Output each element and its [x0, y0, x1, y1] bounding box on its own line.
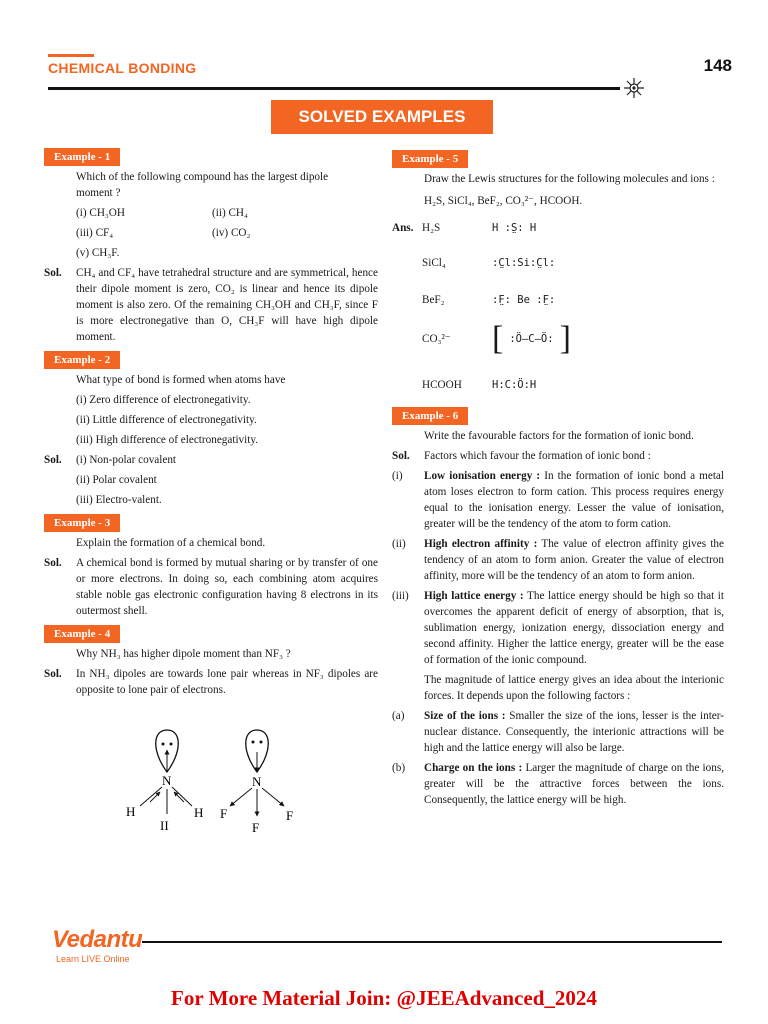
solved-examples-banner: SOLVED EXAMPLES: [271, 100, 493, 134]
subfactor-term: Size of the ions :: [424, 710, 506, 722]
option-item: (iv) CO₂: [212, 227, 251, 239]
ans-label: Ans.: [392, 222, 414, 234]
factor-num: (ii): [392, 538, 406, 550]
example-1-solution: [44, 265, 378, 345]
ornament-icon: [622, 76, 646, 100]
example-2-question: What type of bond is formed when atoms have: [76, 374, 286, 386]
nf3-n: N: [252, 774, 262, 789]
example-1-tag: Example - 1: [44, 148, 120, 166]
nh3-structure: [126, 730, 203, 833]
structure-formula: H :S̤: H: [492, 222, 537, 234]
lewis-structure: [392, 365, 724, 405]
structure-name: SiCl₄: [422, 257, 446, 269]
lewis-structure: [392, 287, 724, 313]
solution-text: A chemical bond is formed by mutual sharing or by transfer of one or more electrons. In doing so, each combining atom acquires stable noble gas electronic configuration having 8 electrons in its outermost shell.: [76, 557, 378, 617]
subfactor-text: Smaller the size of the ions, lesser is the inter-nuclear distance. Consequently, the interionic attractions will be high and the lattice energy will also be large.: [424, 710, 724, 754]
header-divider: [48, 87, 620, 90]
promo-link[interactable]: For More Material Join: @JEEAdvanced_2024: [171, 986, 597, 1010]
subfactor-text: Larger the magnitude of charge on the ions, greater will be the attractive forces between the ions. Consequently, the lattice energy will be high.: [424, 762, 725, 806]
factor-term: Low ionisation energy :: [424, 470, 541, 482]
sol-label: Sol.: [392, 450, 410, 462]
example-4-solution: [44, 666, 378, 698]
nh3-h-right: H: [194, 805, 204, 820]
structure-name: HCOOH: [422, 379, 462, 391]
example-4-question: Why NH₃ has higher dipole moment than NF₃ ?: [76, 648, 291, 660]
answer-item: (i) Non-polar covalent: [76, 454, 177, 466]
header-accent-bar: [48, 54, 94, 57]
answer-item: (iii) Electro-valent.: [76, 494, 162, 506]
left-column: [44, 146, 378, 702]
subfactor-item: [392, 708, 724, 756]
example-2-item: (ii) Little difference of electronegativity.: [76, 414, 257, 426]
example-3-solution: [44, 555, 378, 619]
structure-formula: :Ö—C—Ö:: [509, 333, 554, 345]
vedantu-logo: Vedantu: [52, 926, 143, 953]
nh3-h-bottom: II: [160, 818, 169, 833]
example-2-item: (i) Zero difference of electronegativity.: [76, 394, 251, 406]
example-3-tag: Example - 3: [44, 514, 120, 532]
factor-term: High electron affinity :: [424, 538, 538, 550]
lewis-structure: [392, 313, 724, 365]
example-1-question: Which of the following compound has the largest dipole moment ?: [76, 171, 329, 199]
example-4-tag: Example - 4: [44, 625, 120, 643]
structure-name: CO₃²⁻: [422, 333, 451, 345]
example-5-tag: Example - 5: [392, 150, 468, 168]
sol-label: Sol.: [44, 454, 62, 466]
lattice-note: The magnitude of lattice energy gives an idea about the interionic forces. It depends upon the following factors :: [424, 674, 724, 702]
factor-num: (i): [392, 470, 403, 482]
nh3-h-left: H: [126, 804, 136, 819]
page-number: 148: [703, 56, 732, 75]
solution-intro: Factors which favour the formation of ionic bond :: [424, 450, 651, 462]
dipole-diagram: [122, 722, 302, 842]
example-2-tag: Example - 2: [44, 351, 120, 369]
factor-num: (iii): [392, 590, 409, 602]
footer-divider: [142, 941, 722, 943]
subfactor-num: (b): [392, 762, 406, 774]
nf3-f-left: F: [220, 806, 228, 821]
section-title: CHEMICAL BONDING: [48, 60, 197, 76]
lewis-structure: [392, 217, 724, 239]
right-column: [392, 148, 724, 812]
answer-item: (ii) Polar covalent: [76, 474, 157, 486]
subfactor-num: (a): [392, 710, 405, 722]
sol-label: Sol.: [44, 267, 62, 279]
example-3-question: Explain the formation of a chemical bond.: [76, 537, 266, 549]
example-6-question: Write the favourable factors for the formation of ionic bond.: [424, 430, 694, 442]
structure-name: BeF₂: [422, 294, 445, 306]
factor-text: The lattice energy should be high so that it overcomes the apparent deficit of energy of absorption, that is, sublimation energy, ionization energy, dissociation energy and second affinity. Higher the lattice energy, greater will be the ease of formation of the ionic compound.: [424, 590, 724, 666]
factor-item: [392, 468, 724, 532]
example-1-options: [44, 205, 378, 261]
lewis-structure: [392, 239, 724, 287]
factor-item: [392, 588, 724, 668]
example-6-tag: Example - 6: [392, 407, 468, 425]
sol-label: Sol.: [44, 668, 62, 680]
factor-term: High lattice energy :: [424, 590, 524, 602]
option-item: (iii) CF₄: [76, 227, 114, 239]
structure-formula: :C̤l:Si:C̤l:: [492, 257, 556, 269]
example-5-question: Draw the Lewis structures for the following molecules and ions :: [424, 173, 715, 185]
structure-formula: :F̤: Be :F̤:: [492, 294, 556, 306]
solution-text: In NH₃ dipoles are towards lone pair whereas in NF₃ dipoles are opposite to lone pair of electrons.: [76, 668, 378, 696]
structure-formula: H:C:Ö:H: [492, 379, 537, 391]
option-item: (ii) CH₄: [212, 207, 248, 219]
bracket-left: [: [492, 320, 504, 357]
factor-item: [392, 536, 724, 584]
factor-text: The value of electron affinity gives the tendency of an atom to form anion. Greater the value of electron affinity, more will be the tendency of an atom to form anion.: [424, 538, 724, 582]
option-item: (i) CH₃OH: [76, 207, 125, 219]
nf3-f-right: F: [286, 808, 294, 823]
bracket-right: ]: [559, 320, 571, 357]
structure-name: H₂S: [422, 222, 441, 234]
sol-label: Sol.: [44, 557, 62, 569]
example-5-molecules: H₂S, SiCl₄, BeF₂, CO₃²⁻, HCOOH.: [424, 195, 583, 207]
nh3-n: N: [162, 773, 172, 788]
vedantu-tagline: Learn LIVE Online: [56, 954, 130, 964]
nf3-structure: [220, 730, 293, 835]
option-item: (v) CH₃F.: [76, 247, 120, 259]
factor-text: In the formation of ionic bond a metal atom loses electron to form cation. This process requires energy equal to the ionisation energy. Lesser the value of ionisation, greater will be the tendency of the atom to form cation.: [424, 470, 725, 530]
subfactor-item: [392, 760, 724, 808]
subfactor-term: Charge on the ions :: [424, 762, 523, 774]
solution-text: CH₄ and CF₄ have tetrahedral structure and are symmetrical, hence their dipole moment is zero, CO₂ is linear and hence its dipole moment is also zero. Of the remaining CH₃OH and CH₃F, since F is more electronegative than O, CH₃F will have high dipole moment.: [76, 267, 378, 343]
example-6-solution: [392, 448, 724, 464]
nf3-f-bottom: F: [252, 820, 260, 835]
example-2-solution: [44, 452, 378, 468]
example-2-item: (iii) High difference of electronegativity.: [76, 434, 259, 446]
